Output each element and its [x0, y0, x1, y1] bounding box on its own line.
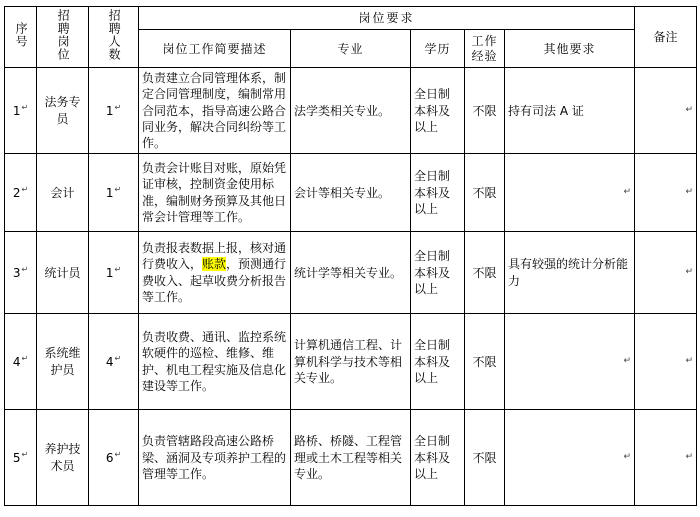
cell-remark — [635, 232, 697, 314]
cell-remark — [635, 314, 697, 410]
cell-education: 全日制本科及以上 — [411, 154, 465, 232]
cell-post: 法务专员 — [37, 68, 89, 154]
header-post-label: 招聘岗位 — [56, 9, 71, 61]
cell-seq-value: 2 — [12, 185, 21, 200]
cell-mark: ↵ — [623, 356, 632, 367]
table-row — [5, 410, 697, 506]
cell-headcount-value: 1 — [105, 103, 114, 118]
cell-seq-value: 3 — [12, 265, 21, 280]
cell-mark: ↵ — [685, 187, 694, 198]
table-row — [5, 68, 697, 154]
cell-mark: ↵ — [623, 452, 632, 463]
header-remark — [635, 7, 697, 68]
header-headcount-label: 招聘人数 — [107, 9, 122, 61]
cell-experience: 不限 — [465, 232, 505, 314]
cell-mark: ↵ — [114, 353, 122, 363]
cell-remark — [635, 68, 697, 154]
cell-mark: ↵ — [114, 264, 122, 274]
cell-headcount — [89, 232, 139, 314]
cell-education: 全日制本科及以上 — [411, 314, 465, 410]
header-seq-label: 序号 — [14, 22, 29, 48]
header-remark-label: 备注 — [653, 30, 678, 44]
header-other: 其他要求 — [505, 30, 635, 68]
cell-post: 系统维护员 — [37, 314, 89, 410]
cell-seq — [5, 232, 37, 314]
header-headcount — [89, 7, 139, 68]
table-row — [5, 314, 697, 410]
cell-mark: ↵ — [21, 102, 29, 112]
cell-experience: 不限 — [465, 314, 505, 410]
cell-seq-value: 1 — [12, 103, 21, 118]
cell-seq — [5, 410, 37, 506]
cell-education: 全日制本科及以上 — [411, 232, 465, 314]
cell-headcount-value: 4 — [105, 354, 114, 369]
cell-mark: ↵ — [21, 264, 29, 274]
cell-education: 全日制本科及以上 — [411, 68, 465, 154]
cell-mark: ↵ — [114, 102, 122, 112]
cell-other: 具有较强的统计分析能力 — [505, 232, 635, 314]
cell-seq-value: 4 — [12, 354, 21, 369]
desc-part: ，预测通行费收入、起草收费分析报告等工作。 — [142, 257, 287, 304]
cell-remark — [635, 154, 697, 232]
cell-headcount-value: 1 — [105, 265, 114, 280]
cell-desc-highlighted — [139, 232, 291, 314]
cell-other — [505, 314, 635, 410]
cell-major: 统计学等相关专业。 — [291, 232, 411, 314]
cell-other — [505, 410, 635, 506]
cell-headcount — [89, 68, 139, 154]
job-requirements-table — [4, 6, 697, 506]
cell-post: 养护技术员 — [37, 410, 89, 506]
cell-seq — [5, 154, 37, 232]
header-seq — [5, 7, 37, 68]
header-post — [37, 7, 89, 68]
cell-major: 计算机通信工程、计算机科学与技术等相关专业。 — [291, 314, 411, 410]
cell-mark: ↵ — [623, 187, 632, 198]
cell-headcount-value: 1 — [105, 185, 114, 200]
cell-education: 全日制本科及以上 — [411, 410, 465, 506]
desc-part: 负责报表数据上报，核对通行费收入， — [142, 241, 287, 272]
cell-experience: 不限 — [465, 154, 505, 232]
cell-major: 会计等相关专业。 — [291, 154, 411, 232]
cell-remark — [635, 410, 697, 506]
cell-seq — [5, 68, 37, 154]
cell-mark: ↵ — [685, 356, 694, 367]
table-header-row-1 — [5, 7, 697, 30]
cell-mark: ↵ — [21, 353, 29, 363]
cell-seq — [5, 314, 37, 410]
cell-experience: 不限 — [465, 410, 505, 506]
cell-headcount — [89, 314, 139, 410]
header-experience-label: 工作经验 — [471, 33, 498, 63]
cell-other: 持有司法 A 证 — [505, 68, 635, 154]
cell-post: 会计 — [37, 154, 89, 232]
cell-post: 统计员 — [37, 232, 89, 314]
cell-mark: ↵ — [114, 449, 122, 459]
cell-desc: 负责建立合同管理体系，制定合同管理制度，编制常用合同范本，指导高速公路合同业务，解决合同纠纷等工作。 — [139, 68, 291, 154]
header-desc: 岗位工作简要描述 — [139, 30, 291, 68]
cell-desc: 负责收费、通讯、监控系统软硬件的巡检、维修、维护、机电工程实施及信息化建设等工作。 — [139, 314, 291, 410]
table-row — [5, 154, 697, 232]
header-education: 学历 — [411, 30, 465, 68]
cell-desc: 负责管辖路段高速公路桥梁、涵洞及专项养护工程的管理等工作。 — [139, 410, 291, 506]
cell-mark: ↵ — [685, 105, 694, 116]
cell-mark: ↵ — [21, 449, 29, 459]
cell-major: 路桥、桥隧、工程管理或土木工程等相关专业。 — [291, 410, 411, 506]
cell-mark: ↵ — [685, 452, 694, 463]
cell-seq-value: 5 — [12, 450, 21, 465]
cell-major: 法学类相关专业。 — [291, 68, 411, 154]
cell-headcount — [89, 410, 139, 506]
cell-headcount — [89, 154, 139, 232]
header-major: 专业 — [291, 30, 411, 68]
cell-desc: 负责会计账目对账，原始凭证审核，控制资金使用标准，编制财务预算及其他日常会计管理等工作。 — [139, 154, 291, 232]
cell-other — [505, 154, 635, 232]
header-requirements-group: 岗位要求 — [139, 7, 635, 30]
cell-mark: ↵ — [114, 184, 122, 194]
desc-part-highlight: 账款 — [202, 257, 227, 272]
header-experience — [465, 30, 505, 68]
cell-experience: 不限 — [465, 68, 505, 154]
cell-mark: ↵ — [685, 267, 694, 278]
table-row — [5, 232, 697, 314]
cell-headcount-value: 6 — [105, 450, 114, 465]
cell-mark: ↵ — [21, 184, 29, 194]
